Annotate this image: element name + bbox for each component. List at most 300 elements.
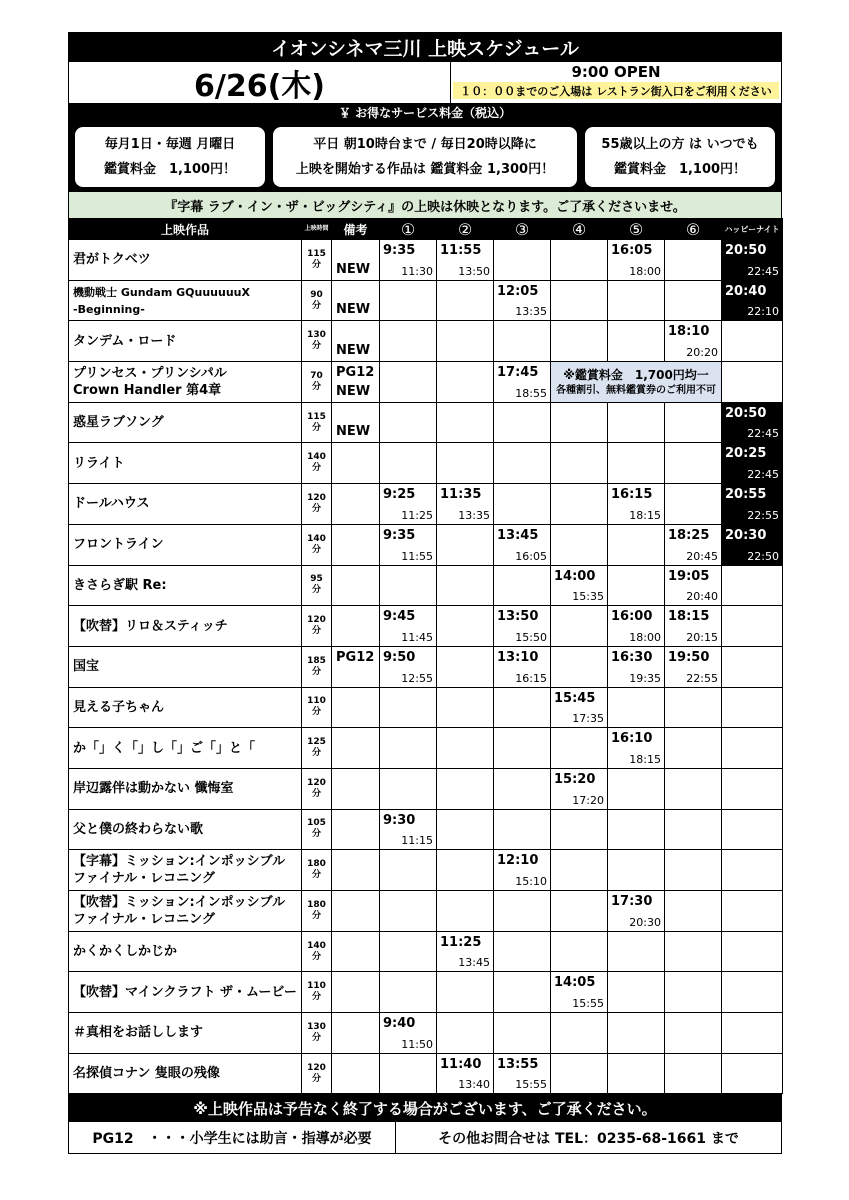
end-time: 20:45 xyxy=(686,549,718,563)
showtime-cell-screen-3 xyxy=(494,565,551,606)
runtime-unit: 分 xyxy=(311,1073,321,1084)
runtime-value: 115 xyxy=(307,411,326,422)
movie-title: 【吹替】マインクラフト ザ・ムービー xyxy=(73,984,297,1000)
showtime-cell-screen-5[interactable] xyxy=(608,728,665,769)
runtime-cell xyxy=(302,891,332,932)
table-row xyxy=(69,484,783,525)
end-time: 20:30 xyxy=(629,915,661,929)
movie-title-cell xyxy=(69,850,302,891)
runtime-unit: 分 xyxy=(311,748,321,759)
runtime-cell xyxy=(302,809,332,850)
showtime-cell-screen-2[interactable] xyxy=(437,1053,494,1094)
runtime-value: 110 xyxy=(307,981,326,992)
schedule-date: 6/26(木) xyxy=(69,62,451,103)
table-row xyxy=(69,565,783,606)
note-cell xyxy=(332,1053,380,1094)
showtime-cell-screen-3[interactable] xyxy=(494,280,551,321)
table-row xyxy=(69,850,783,891)
movie-title: 父と僕の終わらない歌 xyxy=(73,821,204,837)
notice-banner: 『字幕 ラブ・イン・ザ・ビッグシティ』の上映は休映となります。ご了承くださいませ。 xyxy=(68,192,782,218)
happy-night-cell xyxy=(722,1053,783,1094)
end-time: 20:40 xyxy=(686,590,718,604)
start-time: 9:50 xyxy=(383,649,416,665)
showtime-cell-screen-3[interactable] xyxy=(494,606,551,647)
showtime-cell-screen-5 xyxy=(608,402,665,443)
header-runtime: 上映時間 xyxy=(302,219,332,240)
movie-title-cell xyxy=(69,931,302,972)
start-time: 16:10 xyxy=(611,731,653,747)
start-time: 9:40 xyxy=(383,1016,416,1032)
showtime-cell-screen-2 xyxy=(437,646,494,687)
note-cell xyxy=(332,809,380,850)
new-badge: NEW xyxy=(336,302,371,318)
start-time: 16:00 xyxy=(611,609,653,625)
happy-night-cell xyxy=(722,606,783,647)
showtime-cell-screen-6 xyxy=(665,768,722,809)
showtime-cell-screen-4 xyxy=(551,402,608,443)
end-time: 11:55 xyxy=(401,549,433,563)
end-time: 12:55 xyxy=(401,671,433,685)
start-time: 16:30 xyxy=(611,649,653,665)
special-price-condition: 各種割引、無料鑑賞券のご利用不可 xyxy=(556,384,716,396)
movie-title: 見える子ちゃん xyxy=(73,699,165,715)
end-time: 16:15 xyxy=(515,671,547,685)
showtime-cell-screen-3 xyxy=(494,809,551,850)
note-cell xyxy=(332,280,380,321)
showtime-cell-screen-4[interactable] xyxy=(551,768,608,809)
runtime-value: 180 xyxy=(307,899,326,910)
movie-title-cell xyxy=(69,972,302,1013)
showtime-cell-screen-2 xyxy=(437,850,494,891)
showtime-cell-screen-4 xyxy=(551,728,608,769)
runtime-unit: 分 xyxy=(311,300,321,311)
end-time: 19:35 xyxy=(629,671,661,685)
runtime-unit: 分 xyxy=(311,870,321,881)
note-cell xyxy=(332,891,380,932)
showtime-cell-screen-2 xyxy=(437,321,494,362)
runtime-cell xyxy=(302,646,332,687)
end-time: 15:55 xyxy=(515,1078,547,1092)
showtime-cell-screen-1[interactable] xyxy=(380,1013,437,1054)
header-note: 備考 xyxy=(332,219,380,240)
showtime-cell-screen-6[interactable] xyxy=(665,524,722,565)
showtime-cell-screen-1 xyxy=(380,321,437,362)
showtime-cell-screen-5 xyxy=(608,524,665,565)
showtime-cell-screen-1 xyxy=(380,891,437,932)
end-time: 11:25 xyxy=(401,508,433,522)
runtime-unit: 分 xyxy=(311,381,321,392)
table-row xyxy=(69,1013,783,1054)
showtime-cell-screen-1 xyxy=(380,565,437,606)
note-cell xyxy=(332,931,380,972)
note-cell xyxy=(332,443,380,484)
runtime-value: 120 xyxy=(307,492,326,503)
header-happy-night: ハッピーナイト xyxy=(722,219,783,240)
runtime-value: 120 xyxy=(307,1062,326,1073)
open-time: 9:00 OPEN xyxy=(571,63,661,81)
runtime-cell xyxy=(302,443,332,484)
service-card-senior xyxy=(585,127,775,187)
footer-warning: ※上映作品は予告なく終了する場合がございます、ご了承ください。 xyxy=(68,1094,782,1122)
happy-night-cell[interactable] xyxy=(722,524,783,565)
runtime-value: 180 xyxy=(307,859,326,870)
showtime-cell-screen-6 xyxy=(665,850,722,891)
showtime-cell-screen-4 xyxy=(551,809,608,850)
end-time: 15:10 xyxy=(515,875,547,888)
movie-title-cell xyxy=(69,606,302,647)
movie-title-cell xyxy=(69,687,302,728)
special-price-note xyxy=(551,362,722,403)
runtime-value: 120 xyxy=(307,777,326,788)
runtime-unit: 分 xyxy=(311,951,321,962)
end-time: 17:35 xyxy=(572,712,604,726)
note-cell xyxy=(332,524,380,565)
showtime-cell-screen-4 xyxy=(551,606,608,647)
showtime-cell-screen-6 xyxy=(665,443,722,484)
end-time: 16:05 xyxy=(515,549,547,563)
table-row xyxy=(69,728,783,769)
movie-title-cell xyxy=(69,728,302,769)
showtime-cell-screen-6 xyxy=(665,687,722,728)
note-cell xyxy=(332,321,380,362)
runtime-unit: 分 xyxy=(311,259,321,270)
end-time: 11:30 xyxy=(401,264,433,278)
showtime-cell-screen-6 xyxy=(665,240,722,281)
showtime-cell-screen-6[interactable] xyxy=(665,565,722,606)
showtime-cell-screen-3[interactable] xyxy=(494,1053,551,1094)
start-time: 9:45 xyxy=(383,609,416,625)
start-time: 13:45 xyxy=(497,527,539,543)
table-header-row xyxy=(69,219,783,240)
showtime-cell-screen-2 xyxy=(437,362,494,403)
showtime-cell-screen-2 xyxy=(437,891,494,932)
footer-row xyxy=(68,1122,782,1154)
start-time: 18:25 xyxy=(668,527,710,543)
showtime-cell-screen-3 xyxy=(494,972,551,1013)
movie-title-cell xyxy=(69,565,302,606)
showtime-cell-screen-6[interactable] xyxy=(665,646,722,687)
end-time: 15:55 xyxy=(572,997,604,1011)
movie-title: タンデム・ロード xyxy=(73,333,177,349)
showtime-cell-screen-1 xyxy=(380,728,437,769)
showtime-cell-screen-3[interactable] xyxy=(494,850,551,891)
showtime-cell-screen-3[interactable] xyxy=(494,524,551,565)
showtime-cell-screen-2 xyxy=(437,728,494,769)
start-time: 11:55 xyxy=(440,243,482,258)
showtime-cell-screen-5 xyxy=(608,565,665,606)
runtime-cell xyxy=(302,321,332,362)
showtime-cell-screen-1 xyxy=(380,850,437,891)
showtime-cell-screen-6[interactable] xyxy=(665,606,722,647)
table-row xyxy=(69,524,783,565)
showtime-cell-screen-4[interactable] xyxy=(551,565,608,606)
runtime-cell xyxy=(302,606,332,647)
showtime-cell-screen-3[interactable] xyxy=(494,646,551,687)
runtime-value: 105 xyxy=(307,818,326,829)
happy-night-cell[interactable] xyxy=(722,402,783,443)
showtime-cell-screen-5 xyxy=(608,931,665,972)
movie-title-cell xyxy=(69,280,302,321)
showtime-cell-screen-5[interactable] xyxy=(608,240,665,281)
runtime-value: 140 xyxy=(307,452,326,463)
end-time: 15:50 xyxy=(515,630,547,644)
start-time: 20:55 xyxy=(725,487,767,503)
showtime-cell-screen-5 xyxy=(608,972,665,1013)
service-card-line: 毎月1日・毎週 月曜日 xyxy=(104,136,236,152)
showtime-cell-screen-6 xyxy=(665,728,722,769)
table-row xyxy=(69,1053,783,1094)
end-time: 15:35 xyxy=(572,590,604,604)
showtime-cell-screen-2 xyxy=(437,443,494,484)
note-cell xyxy=(332,768,380,809)
header-screen-4: ④ xyxy=(551,219,608,240)
showtime-cell-screen-6 xyxy=(665,891,722,932)
end-time: 13:35 xyxy=(458,508,490,522)
runtime-value: 185 xyxy=(307,655,326,666)
end-time: 13:50 xyxy=(458,264,490,278)
movie-title: 【吹替】ミッション:インポッシブル xyxy=(73,894,286,910)
schedule-sheet xyxy=(68,32,782,1154)
happy-night-cell[interactable] xyxy=(722,280,783,321)
runtime-value: 130 xyxy=(307,1021,326,1032)
end-time: 13:45 xyxy=(458,956,490,970)
runtime-cell xyxy=(302,1013,332,1054)
showtime-cell-screen-2 xyxy=(437,524,494,565)
showtime-cell-screen-4[interactable] xyxy=(551,972,608,1013)
movie-title: きさらぎ駅 Re: xyxy=(73,577,167,593)
end-time: 11:50 xyxy=(401,1037,433,1051)
showtime-cell-screen-6 xyxy=(665,402,722,443)
table-row xyxy=(69,646,783,687)
showtime-cell-screen-5[interactable] xyxy=(608,484,665,525)
note-cell xyxy=(332,606,380,647)
showtime-cell-screen-1 xyxy=(380,362,437,403)
start-time: 12:05 xyxy=(497,283,539,299)
open-note: １０：００までのご入場は レストラン街入口をご利用ください xyxy=(453,82,779,99)
start-time: 9:35 xyxy=(383,243,416,258)
start-time: 9:25 xyxy=(383,487,416,503)
movie-title-cell xyxy=(69,321,302,362)
runtime-cell xyxy=(302,484,332,525)
showtime-cell-screen-2 xyxy=(437,809,494,850)
runtime-cell xyxy=(302,402,332,443)
movie-title: 国宝 xyxy=(73,659,100,675)
date-row xyxy=(68,62,782,103)
movie-title: 岸辺露伴は動かない 懺悔室 xyxy=(73,781,234,797)
start-time: 15:45 xyxy=(554,690,596,706)
pg12-note: PG12 ・・・小学生には助言・指導が必要 xyxy=(69,1122,396,1153)
showtime-cell-screen-3 xyxy=(494,443,551,484)
start-time: 11:40 xyxy=(440,1056,482,1072)
table-row xyxy=(69,321,783,362)
happy-night-cell xyxy=(722,891,783,932)
movie-title-cell xyxy=(69,362,302,403)
showtime-cell-screen-5[interactable] xyxy=(608,646,665,687)
happy-night-cell xyxy=(722,768,783,809)
happy-night-cell xyxy=(722,687,783,728)
table-row xyxy=(69,443,783,484)
showtime-cell-screen-2 xyxy=(437,687,494,728)
showtime-cell-screen-5 xyxy=(608,809,665,850)
movie-title-cell xyxy=(69,809,302,850)
showtime-cell-screen-1[interactable] xyxy=(380,646,437,687)
schedule-table xyxy=(68,218,783,1094)
start-time: 17:30 xyxy=(611,894,653,909)
end-time: 13:35 xyxy=(515,305,547,319)
runtime-unit: 分 xyxy=(311,829,321,840)
service-heading: ￥ お得なサービス料金（税込） xyxy=(68,103,782,121)
showtime-cell-screen-4 xyxy=(551,1053,608,1094)
header-screen-5: ⑤ xyxy=(608,219,665,240)
showtime-cell-screen-2 xyxy=(437,280,494,321)
runtime-cell xyxy=(302,728,332,769)
movie-title: ＃真相をお話しします xyxy=(73,1025,204,1041)
showtime-cell-screen-1 xyxy=(380,768,437,809)
happy-night-cell xyxy=(722,565,783,606)
showtime-cell-screen-5[interactable] xyxy=(608,891,665,932)
note-cell xyxy=(332,484,380,525)
runtime-unit: 分 xyxy=(311,1032,321,1043)
showtime-cell-screen-1 xyxy=(380,972,437,1013)
runtime-cell xyxy=(302,1053,332,1094)
end-time: 18:15 xyxy=(629,508,661,522)
runtime-value: 70 xyxy=(310,370,323,381)
end-time: 18:00 xyxy=(629,630,661,644)
table-row xyxy=(69,362,783,403)
table-row xyxy=(69,606,783,647)
showtime-cell-screen-2 xyxy=(437,402,494,443)
rating-badge: PG12 xyxy=(336,649,375,665)
movie-title: フロントライン xyxy=(73,537,164,553)
start-time: 9:30 xyxy=(383,812,416,828)
end-time: 22:10 xyxy=(747,305,779,319)
showtime-cell-screen-5 xyxy=(608,850,665,891)
showtime-cell-screen-5 xyxy=(608,1013,665,1054)
showtime-cell-screen-1[interactable] xyxy=(380,240,437,281)
showtime-cell-screen-2[interactable] xyxy=(437,484,494,525)
service-card-line: 鑑賞料金 1,100円！ xyxy=(613,161,747,177)
happy-night-cell[interactable] xyxy=(722,240,783,281)
runtime-unit: 分 xyxy=(311,788,321,799)
showtime-cell-screen-3 xyxy=(494,891,551,932)
runtime-cell xyxy=(302,931,332,972)
happy-night-cell xyxy=(722,809,783,850)
movie-title-cell xyxy=(69,1013,302,1054)
showtime-cell-screen-1 xyxy=(380,280,437,321)
movie-subtitle: ファイナル・レコニング xyxy=(73,871,215,887)
showtime-cell-screen-4[interactable] xyxy=(551,687,608,728)
showtime-cell-screen-5 xyxy=(608,768,665,809)
note-cell xyxy=(332,1013,380,1054)
special-price-line: ※鑑賞料金 1,700円均一 xyxy=(563,367,709,382)
start-time: 16:05 xyxy=(611,243,653,258)
note-cell xyxy=(332,728,380,769)
movie-title: か「」く「」し「」ご「」と「 xyxy=(73,740,256,756)
note-cell xyxy=(332,240,380,281)
runtime-unit: 分 xyxy=(311,992,321,1003)
showtime-cell-screen-1 xyxy=(380,402,437,443)
showtime-cell-screen-2 xyxy=(437,1013,494,1054)
runtime-cell xyxy=(302,768,332,809)
new-badge: NEW xyxy=(336,261,371,277)
showtime-cell-screen-6 xyxy=(665,972,722,1013)
note-cell xyxy=(332,565,380,606)
showtime-cell-screen-4 xyxy=(551,443,608,484)
movie-title: 名探偵コナン 隻眼の残像 xyxy=(73,1066,220,1082)
note-cell xyxy=(332,687,380,728)
end-time: 20:15 xyxy=(686,630,718,644)
showtime-cell-screen-1[interactable] xyxy=(380,484,437,525)
runtime-cell xyxy=(302,687,332,728)
showtime-cell-screen-6 xyxy=(665,1053,722,1094)
end-time: 22:50 xyxy=(747,549,779,563)
happy-night-cell[interactable] xyxy=(722,484,783,525)
happy-night-cell xyxy=(722,646,783,687)
showtime-cell-screen-6 xyxy=(665,1013,722,1054)
showtime-cell-screen-4 xyxy=(551,484,608,525)
runtime-value: 125 xyxy=(307,737,326,748)
end-time: 17:20 xyxy=(572,793,604,807)
movie-title-cell xyxy=(69,646,302,687)
showtime-cell-screen-3[interactable] xyxy=(494,362,551,403)
movie-title-cell xyxy=(69,891,302,932)
new-badge: NEW xyxy=(336,383,371,399)
note-cell xyxy=(332,850,380,891)
showtime-cell-screen-1[interactable] xyxy=(380,809,437,850)
showtime-cell-screen-3 xyxy=(494,1013,551,1054)
movie-title-cell xyxy=(69,240,302,281)
movie-title-cell xyxy=(69,402,302,443)
showtime-cell-screen-5[interactable] xyxy=(608,606,665,647)
end-time: 22:55 xyxy=(747,508,779,522)
showtime-cell-screen-1 xyxy=(380,931,437,972)
showtime-cell-screen-4 xyxy=(551,321,608,362)
happy-night-cell[interactable] xyxy=(722,443,783,484)
runtime-value: 120 xyxy=(307,615,326,626)
start-time: 19:05 xyxy=(668,568,710,584)
showtime-cell-screen-2[interactable] xyxy=(437,240,494,281)
showtime-cell-screen-6 xyxy=(665,280,722,321)
start-time: 20:50 xyxy=(725,405,767,421)
runtime-unit: 分 xyxy=(311,707,321,718)
showtime-cell-screen-6[interactable] xyxy=(665,321,722,362)
note-cell xyxy=(332,646,380,687)
start-time: 17:45 xyxy=(497,365,539,381)
start-time: 20:30 xyxy=(725,527,767,543)
service-card-line: 平日 朝10時台まで / 毎日20時以降に xyxy=(313,136,537,152)
schedule-body xyxy=(69,240,783,1094)
showtime-cell-screen-2[interactable] xyxy=(437,931,494,972)
showtime-cell-screen-1[interactable] xyxy=(380,606,437,647)
end-time: 11:15 xyxy=(401,834,433,848)
runtime-unit: 分 xyxy=(311,585,321,596)
movie-title-cell xyxy=(69,484,302,525)
movie-title: リライト xyxy=(73,455,125,471)
runtime-cell xyxy=(302,362,332,403)
movie-title: 惑星ラブソング xyxy=(73,415,164,431)
showtime-cell-screen-1[interactable] xyxy=(380,524,437,565)
showtime-cell-screen-6 xyxy=(665,484,722,525)
showtime-cell-screen-2 xyxy=(437,606,494,647)
table-row xyxy=(69,687,783,728)
runtime-value: 130 xyxy=(307,330,326,341)
showtime-cell-screen-3 xyxy=(494,321,551,362)
showtime-cell-screen-2 xyxy=(437,768,494,809)
showtime-cell-screen-5 xyxy=(608,443,665,484)
happy-night-cell xyxy=(722,972,783,1013)
new-badge: NEW xyxy=(336,424,371,440)
start-time: 13:55 xyxy=(497,1056,539,1072)
